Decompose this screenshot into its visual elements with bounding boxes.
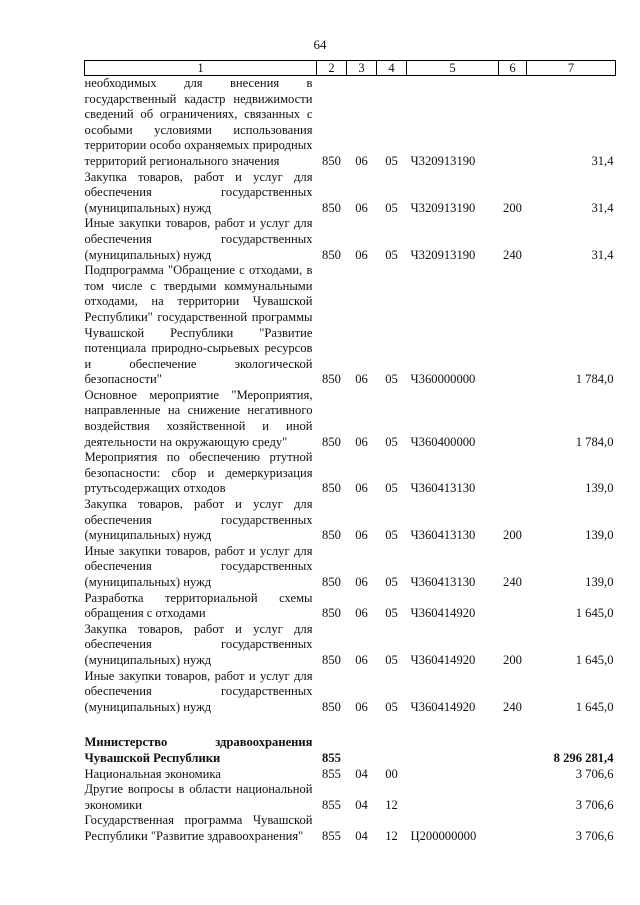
- header-col-3: 3: [347, 61, 377, 76]
- row-ministry-code: 850: [322, 606, 341, 621]
- row-subsection: 05: [385, 699, 398, 714]
- row-target-article: Ч360413130: [410, 481, 476, 496]
- row-name: Мероприятия по обеспечению ртутной безопасности: сбор и демеркуризация ртутьсодержащих отходов: [84, 450, 313, 496]
- row-subsection: 05: [385, 606, 398, 621]
- header-col-4: 4: [377, 61, 407, 76]
- row-amount: 3 706,6: [575, 797, 614, 812]
- table-row: [85, 622, 616, 669]
- row-expense-type: 200: [503, 528, 522, 543]
- row-target-article: Ч320913190: [410, 247, 476, 262]
- row-section: 06: [355, 699, 368, 714]
- row-amount: 3 706,6: [575, 766, 614, 781]
- row-target-article: Ч320913190: [410, 200, 476, 215]
- row-amount: 139,0: [585, 575, 614, 589]
- row-name: Подпрограмма "Обращение с отходами, в том числе с твердыми коммунальными отходами, на территории Чувашской Республики" государственной программы Чувашской Республики "Развитие потенциала природно-сырьевых ресурсов и обеспечение экологической безопасности": [84, 263, 313, 387]
- row-ministry-code: 850: [322, 372, 341, 387]
- table-header-row: [85, 61, 616, 76]
- row-expense-type: [499, 813, 527, 844]
- row-expense-type: [499, 450, 527, 497]
- row-section: [347, 735, 377, 766]
- row-amount: 8 296 281,4: [553, 750, 614, 765]
- row-expense-type: 200: [503, 200, 522, 215]
- row-name: Национальная экономика: [84, 766, 221, 781]
- row-name: Закупка товаров, работ и услуг для обеспечения государственных (муниципальных) нужд: [84, 621, 313, 667]
- row-section: 04: [355, 828, 368, 843]
- row-ministry-code: 850: [322, 153, 341, 168]
- row-target-article: [407, 767, 499, 783]
- row-target-article: Ч360414920: [410, 652, 476, 667]
- table-row: [85, 76, 616, 170]
- row-section: 06: [355, 247, 368, 262]
- row-section: 06: [355, 481, 368, 496]
- row-ministry-code: 850: [322, 481, 341, 496]
- row-amount: 1 784,0: [575, 434, 614, 449]
- row-section: 06: [355, 434, 368, 449]
- row-section: 04: [355, 766, 368, 781]
- header-col-2: 2: [317, 61, 347, 76]
- table-row: [85, 669, 616, 716]
- row-expense-type: 240: [503, 575, 522, 589]
- header-col-6: 6: [499, 61, 527, 76]
- header-col-5: 5: [407, 61, 499, 76]
- table-row: [85, 170, 616, 217]
- row-expense-type: 200: [503, 652, 522, 667]
- row-expense-type: [499, 76, 527, 170]
- row-subsection: 05: [385, 575, 398, 589]
- row-amount: 3 706,6: [575, 828, 614, 843]
- page-number: 64: [313, 37, 327, 52]
- row-section: 04: [355, 797, 368, 812]
- row-section: 06: [355, 606, 368, 621]
- row-target-article: Ч320913190: [410, 153, 476, 168]
- row-subsection: 05: [385, 434, 398, 449]
- spacer-cell: [85, 715, 616, 735]
- budget-table: [84, 60, 616, 845]
- row-subsection: 05: [385, 481, 398, 496]
- row-ministry-code: 855: [322, 766, 341, 781]
- row-name: Государственная программа Чувашской Республики "Развитие здравоохранения": [84, 813, 313, 843]
- table-row: [85, 497, 616, 544]
- row-subsection: 05: [385, 153, 398, 168]
- row-expense-type: [499, 388, 527, 450]
- row-ministry-code: 850: [322, 528, 341, 543]
- row-target-article: Ч360413130: [410, 528, 476, 543]
- row-subsection: 05: [385, 528, 398, 543]
- row-section: 06: [355, 528, 368, 543]
- row-name: необходимых для внесения в государственный кадастр недвижимости сведений об ограничениях, связанных с особыми условиями использования территории особо охраняемых природных территорий регионального значения: [84, 76, 313, 168]
- row-subsection: 05: [385, 247, 398, 262]
- header-col-7: 7: [527, 61, 616, 76]
- row-subsection: 00: [385, 766, 398, 781]
- row-subsection: 05: [385, 652, 398, 667]
- row-target-article: Ч360000000: [410, 372, 476, 387]
- row-subsection: 12: [385, 828, 398, 843]
- row-name: Министерство здравоохранения Чувашской Республики: [84, 735, 313, 765]
- header-col-1: 1: [85, 61, 317, 76]
- row-expense-type: [499, 735, 527, 766]
- row-amount: 139,0: [585, 481, 614, 496]
- row-ministry-code: 850: [322, 575, 341, 589]
- table-row: [85, 216, 616, 263]
- table-row: [85, 813, 616, 844]
- row-target-article: Ц200000000: [410, 828, 477, 843]
- row-ministry-code: 850: [322, 434, 341, 449]
- row-amount: 1 645,0: [575, 652, 614, 667]
- row-amount: 139,0: [585, 528, 614, 543]
- row-section: 06: [355, 200, 368, 215]
- row-name: Закупка товаров, работ и услуг для обеспечения государственных (муниципальных) нужд: [84, 497, 313, 543]
- row-target-article: Ч360400000: [410, 434, 476, 449]
- row-name: Иные закупки товаров, работ и услуг для обеспечения государственных (муниципальных) нужд: [84, 543, 313, 589]
- row-expense-type: [499, 591, 527, 622]
- row-target-article: Ч360414920: [410, 606, 476, 621]
- row-target-article: Ч360414920: [410, 699, 476, 714]
- row-subsection: 05: [385, 200, 398, 215]
- table-row: [85, 735, 616, 766]
- row-subsection: [377, 735, 407, 766]
- row-amount: 1 645,0: [575, 699, 614, 714]
- table-row: [85, 388, 616, 450]
- row-amount: 31,4: [591, 200, 614, 215]
- row-amount: 31,4: [591, 247, 614, 262]
- row-expense-type: 240: [503, 247, 522, 262]
- row-ministry-code: 850: [322, 652, 341, 667]
- row-ministry-code: 855: [322, 828, 341, 843]
- row-expense-type: [499, 263, 527, 388]
- row-subsection: 05: [385, 372, 398, 387]
- row-section: 06: [355, 652, 368, 667]
- row-section: 06: [355, 372, 368, 387]
- row-ministry-code: 850: [322, 247, 341, 262]
- row-section: 06: [355, 153, 368, 168]
- table-row: [85, 544, 616, 591]
- row-amount: 1 784,0: [575, 372, 614, 387]
- row-name: Иные закупки товаров, работ и услуг для обеспечения государственных (муниципальных) нужд: [84, 668, 313, 714]
- table-row: [85, 782, 616, 813]
- row-name: Иные закупки товаров, работ и услуг для обеспечения государственных (муниципальных) нужд: [84, 216, 313, 262]
- row-ministry-code: 855: [322, 797, 341, 812]
- table-row: [85, 450, 616, 497]
- row-amount: 1 645,0: [575, 606, 614, 621]
- row-ministry-code: 850: [322, 699, 341, 714]
- table-row: [85, 767, 616, 783]
- row-ministry-code: 850: [322, 200, 341, 215]
- row-section: 06: [355, 575, 368, 589]
- row-target-article: [407, 735, 499, 766]
- row-name: Основное мероприятие "Мероприятия, направленные на снижение негативного воздействия хозяйственной и иной деятельности на окружающую среду": [84, 387, 313, 449]
- row-name: Разработка территориальной схемы обращения с отходами: [84, 590, 313, 621]
- table-row: [85, 263, 616, 388]
- row-name: Другие вопросы в области национальной экономики: [84, 782, 313, 812]
- row-expense-type: 240: [503, 699, 522, 714]
- row-amount: 31,4: [591, 153, 614, 168]
- row-subsection: 12: [385, 797, 398, 812]
- row-target-article: [407, 782, 499, 813]
- row-name: Закупка товаров, работ и услуг для обеспечения государственных (муниципальных) нужд: [84, 169, 313, 215]
- row-target-article: Ч360413130: [410, 575, 476, 589]
- table-body: [85, 76, 616, 845]
- row-expense-type: [499, 782, 527, 813]
- row-expense-type: [499, 767, 527, 783]
- spacer-row: [85, 715, 616, 735]
- row-ministry-code: 855: [322, 750, 341, 765]
- table-row: [85, 591, 616, 622]
